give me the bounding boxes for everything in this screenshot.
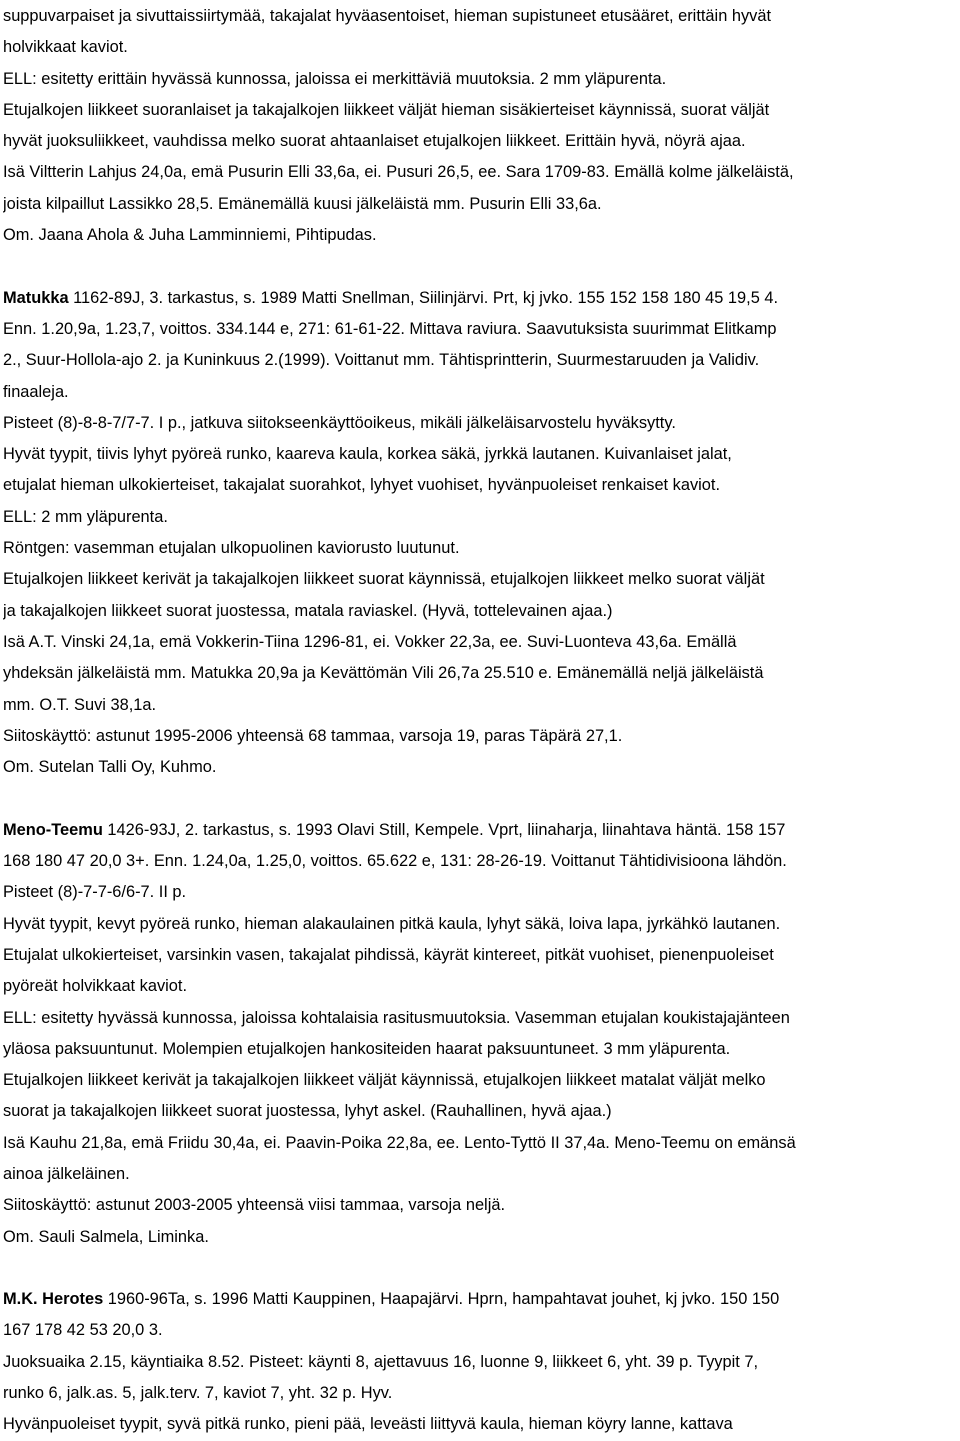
text-line: etujalat hieman ulkokierteiset, takajalat suorahkot, lyhyet vuohiset, hyvänpuoleiset renkaiset kaviot. [3, 476, 721, 495]
text-line: Pisteet (8)-7-7-6/6-7. II p. [3, 883, 187, 902]
text-line: runko 6, jalk.as. 5, jalk.terv. 7, kaviot 7, yht. 32 p. Hyv. [3, 1384, 393, 1403]
text-line: finaaleja. [3, 382, 69, 401]
text-line: Enn. 1.20,9a, 1.23,7, voittos. 334.144 e, 271: 61-61-22. Mittava raviura. Saavutuksista suurimmat Elitkamp [3, 319, 777, 338]
text-line: Om. Sauli Salmela, Liminka. [3, 1227, 209, 1246]
document-page [3, 1, 958, 1441]
horse-name: Matukka [3, 288, 69, 307]
text-line: ELL: esitetty hyvässä kunnossa, jaloissa kohtalaisia rasitusmuutoksia. Vasemman etujalan koukistajajänteen [3, 1008, 790, 1027]
section-continuation [3, 1, 958, 251]
paragraph-gap [3, 1253, 958, 1284]
horse-entry-matukka [3, 283, 958, 784]
text-line: hyvät juoksuliikkeet, vauhdissa melko suorat ahtaanlaiset etujalkojen liikkeet. Erittäin hyvä, nöyrä ajaa. [3, 132, 746, 151]
horse-name: M.K. Herotes [3, 1290, 104, 1309]
entry-heading-rest: 1426-93J, 2. tarkastus, s. 1993 Olavi Still, Kempele. Vprt, liinaharja, liinahtava häntä. 158 157 [102, 820, 786, 839]
text-line: ELL: 2 mm yläpurenta. [3, 507, 168, 526]
text-line: Om. Jaana Ahola & Juha Lamminniemi, Pihtipudas. [3, 226, 377, 245]
text-line: mm. O.T. Suvi 38,1a. [3, 695, 157, 714]
text-line: joista kilpaillut Lassikko 28,5. Emänemällä kuusi jälkeläistä mm. Pusurin Elli 33,6a. [3, 194, 602, 213]
text-line: Etujalat ulkokierteiset, varsinkin vasen, takajalat pihdissä, käyrät kintereet, pitkät vuohiset, pienenpuoleiset [3, 945, 774, 964]
text-line: ainoa jälkeläinen. [3, 1164, 130, 1183]
text-line: pyöreät holvikkaat kaviot. [3, 977, 188, 996]
text-line: Pisteet (8)-8-8-7/7-7. I p., jatkuva siitokseenkäyttöoikeus, mikäli jälkeläisarvostelu hyväksytty. [3, 413, 676, 432]
text-line: Isä Kauhu 21,8a, emä Friidu 30,4a, ei. Paavin-Poika 22,8a, ee. Lento-Tyttö II 37,4a. Meno-Teemu on emänsä [3, 1133, 796, 1152]
text-line: Etujalkojen liikkeet suoranlaiset ja takajalkojen liikkeet väljät hieman sisäkierteiset käynnissä, suorat väljät [3, 100, 770, 119]
entry-heading-rest: 1960-96Ta, s. 1996 Matti Kauppinen, Haapajärvi. Hprn, hampahtavat jouhet, kj jvko. 150 150 [103, 1290, 780, 1309]
text-line: Hyvät tyypit, tiivis lyhyt pyöreä runko, kaareva kaula, korkea säkä, jyrkkä lautanen. Kuivanlaiset jalat, [3, 445, 732, 464]
horse-entry-meno-teemu [3, 815, 958, 1253]
text-line: Siitoskäyttö: astunut 1995-2006 yhteensä 68 tammaa, varsoja 19, paras Täpärä 27,1. [3, 726, 623, 745]
text-line: suppuvarpaiset ja sivuttaissiirtymää, takajalat hyväasentoiset, hieman supistuneet etusääret, erittäin hyvät [3, 7, 772, 25]
text-line: yhdeksän jälkeläistä mm. Matukka 20,9a ja Kevättömän Vili 26,7a 25.510 e. Emänemällä neljä jälkeläistä [3, 664, 764, 683]
text-line: Om. Sutelan Talli Oy, Kuhmo. [3, 758, 217, 777]
text-line: 2., Suur-Hollola-ajo 2. ja Kuninkuus 2.(1999). Voittanut mm. Tähtisprintterin, Suurmestaruuden ja Validiv. [3, 351, 760, 370]
text-line: 168 180 47 20,0 3+. Enn. 1.24,0a, 1.25,0, voittos. 65.622 e, 131: 28-26-19. Voittanut Tähtidivisioona lähdön. [3, 852, 787, 871]
text-line: Siitoskäyttö: astunut 2003-2005 yhteensä viisi tammaa, varsoja neljä. [3, 1196, 506, 1215]
text-line: suorat ja takajalkojen liikkeet suorat juostessa, lyhyt askel. (Rauhallinen, hyvä ajaa.) [3, 1102, 612, 1121]
horse-name: Meno-Teemu [3, 820, 103, 839]
entry-heading-line [3, 283, 958, 314]
text-line: yläosa paksuuntunut. Molempien etujalkojen hankositeiden haarat paksuuntuneet. 3 mm yläpurenta. [3, 1039, 731, 1058]
paragraph-gap [3, 251, 958, 282]
entry-heading-line [3, 1284, 958, 1315]
horse-entry-mk-herotes [3, 1284, 958, 1440]
text-line: Röntgen: vasemman etujalan ulkopuolinen kaviorusto luutunut. [3, 539, 460, 558]
text-line: 167 178 42 53 20,0 3. [3, 1321, 163, 1340]
text-line: Etujalkojen liikkeet kerivät ja takajalkojen liikkeet väljät käynnissä, etujalkojen liikkeet matalat väljät melko [3, 1071, 766, 1090]
entry-heading-line [3, 815, 958, 846]
text-line: Hyvänpuoleiset tyypit, syvä pitkä runko, pieni pää, leveästi liittyvä kaula, hieman köyry lanne, kattava [3, 1415, 733, 1434]
paragraph-gap [3, 783, 958, 814]
entry-heading-rest: 1162-89J, 3. tarkastus, s. 1989 Matti Snellman, Siilinjärvi. Prt, kj jvko. 155 152 158 180 45 19,5 4. [68, 288, 779, 307]
text-line: holvikkaat kaviot. [3, 38, 128, 57]
text-line: Etujalkojen liikkeet kerivät ja takajalkojen liikkeet suorat käynnissä, etujalkojen liikkeet melko suorat väljät [3, 570, 765, 589]
text-line: Isä A.T. Vinski 24,1a, emä Vokkerin-Tiina 1296-81, ei. Vokker 22,3a, ee. Suvi-Luonteva 43,6a. Emällä [3, 632, 737, 651]
text-line: Juoksuaika 2.15, käyntiaika 8.52. Pisteet: käynti 8, ajettavuus 16, luonne 9, liikkeet 6, yht. 39 p. Tyypit 7, [3, 1352, 759, 1371]
text-line: Hyvät tyypit, kevyt pyöreä runko, hieman alakaulainen pitkä kaula, lyhyt säkä, loiva lapa, jyrkähkö lautanen. [3, 914, 781, 933]
text-line: ja takajalkojen liikkeet suorat juostessa, matala raviaskel. (Hyvä, tottelevainen ajaa.) [3, 601, 613, 620]
text-line: ELL: esitetty erittäin hyvässä kunnossa, jaloissa ei merkittäviä muutoksia. 2 mm yläpurenta. [3, 69, 667, 88]
text-line: Isä Viltterin Lahjus 24,0a, emä Pusurin Elli 33,6a, ei. Pusuri 26,5, ee. Sara 1709-83. Emällä kolme jälkeläistä, [3, 163, 794, 182]
